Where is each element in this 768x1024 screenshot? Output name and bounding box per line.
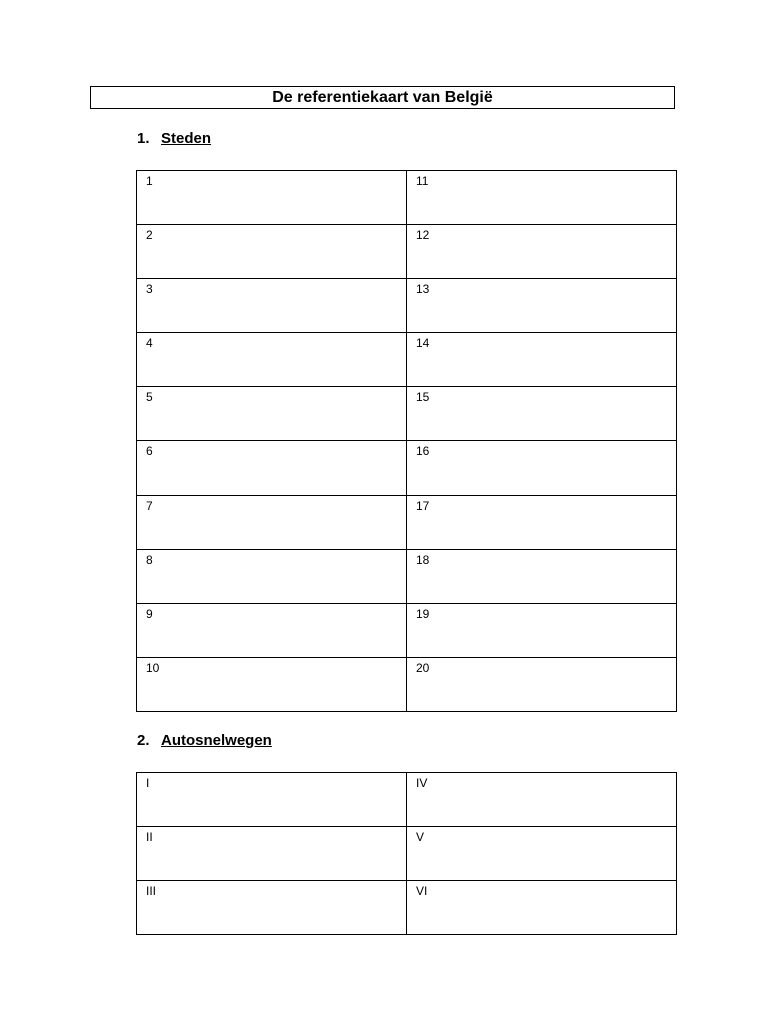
table-cell[interactable]: 5 xyxy=(137,387,407,441)
table-cell[interactable]: 13 xyxy=(407,279,677,333)
table-row xyxy=(137,495,677,549)
table-row xyxy=(137,827,677,881)
table-cell[interactable]: 17 xyxy=(407,495,677,549)
table-cell[interactable]: 4 xyxy=(137,333,407,387)
table-cell[interactable]: 18 xyxy=(407,549,677,603)
table-cell[interactable]: II xyxy=(137,827,407,881)
table-cell[interactable]: 15 xyxy=(407,387,677,441)
table-row xyxy=(137,225,677,279)
section-heading-autosnelwegen xyxy=(137,732,272,749)
table-cell[interactable]: 10 xyxy=(137,657,407,711)
table-row xyxy=(137,279,677,333)
table-row xyxy=(137,549,677,603)
table-row xyxy=(137,171,677,225)
table-row xyxy=(137,881,677,935)
table-row xyxy=(137,387,677,441)
section-number: 1. xyxy=(137,130,150,147)
table-cell[interactable]: VI xyxy=(407,881,677,935)
table-row xyxy=(137,657,677,711)
table-cell[interactable]: IV xyxy=(407,773,677,827)
table-row xyxy=(137,333,677,387)
table-cell[interactable]: 3 xyxy=(137,279,407,333)
section-label: Autosnelwegen xyxy=(161,732,272,749)
table-cell[interactable]: 12 xyxy=(407,225,677,279)
table-cell[interactable]: 6 xyxy=(137,441,407,495)
table-cell[interactable]: 1 xyxy=(137,171,407,225)
table-row xyxy=(137,441,677,495)
table-cell[interactable]: III xyxy=(137,881,407,935)
table-cell[interactable]: 19 xyxy=(407,603,677,657)
table-cell[interactable]: 7 xyxy=(137,495,407,549)
autosnelwegen-table xyxy=(136,772,677,935)
table-cell[interactable]: 9 xyxy=(137,603,407,657)
section-heading-steden xyxy=(137,130,211,147)
section-number: 2. xyxy=(137,732,150,749)
table-cell[interactable]: 2 xyxy=(137,225,407,279)
table-cell[interactable]: 14 xyxy=(407,333,677,387)
table-cell[interactable]: 20 xyxy=(407,657,677,711)
table-row xyxy=(137,603,677,657)
table-cell[interactable]: 11 xyxy=(407,171,677,225)
section-label: Steden xyxy=(161,130,212,147)
table-cell[interactable]: I xyxy=(137,773,407,827)
page-title: De referentiekaart van België xyxy=(90,86,675,109)
steden-table xyxy=(136,170,677,712)
table-cell[interactable]: 8 xyxy=(137,549,407,603)
table-cell[interactable]: V xyxy=(407,827,677,881)
table-row xyxy=(137,773,677,827)
table-cell[interactable]: 16 xyxy=(407,441,677,495)
